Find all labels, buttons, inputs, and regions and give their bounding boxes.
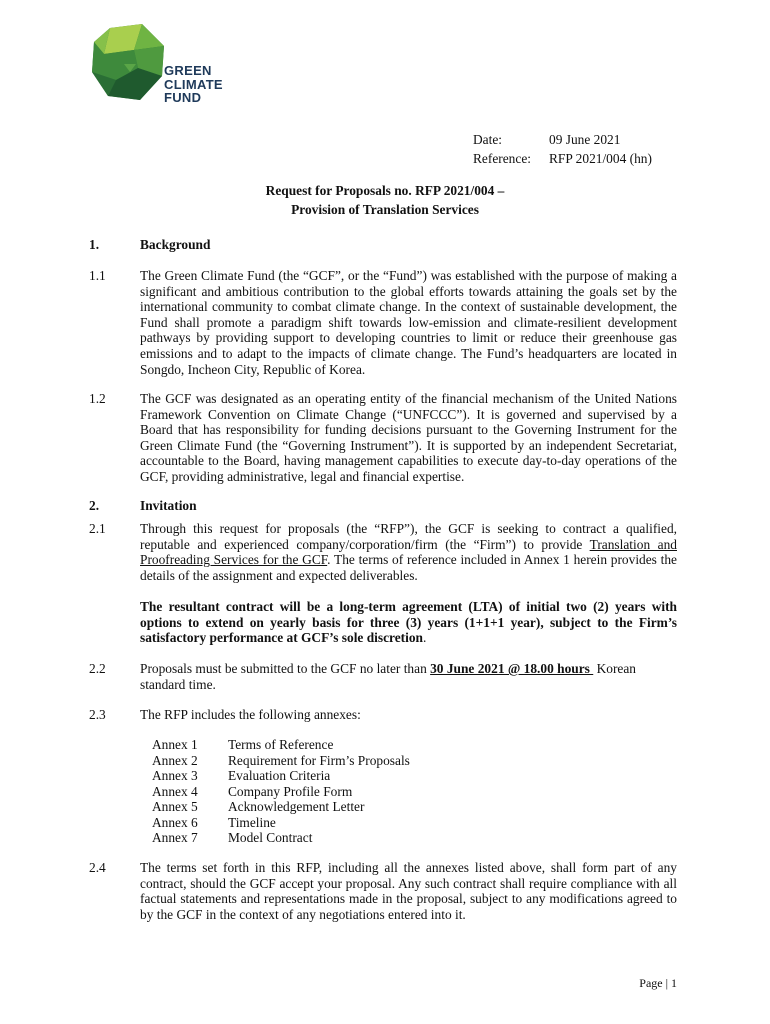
annex-title: Acknowledgement Letter [228,799,365,814]
paragraph-1-1-number: 1.1 [89,268,106,283]
paragraph-2-1-text-before: Through this request for proposals (the “RFP”), the GCF is seeking to contract a qualified, reputable and experienced company/corporation/firm (the “Firm”) to provide [140,521,677,552]
date-value: 09 June 2021 [549,132,621,147]
list-item [152,768,410,784]
paragraph-2-3-text: The RFP includes the following annexes: [140,707,361,722]
reference-row [473,149,652,168]
paragraph-2-2 [89,661,677,692]
section-1-heading [89,237,210,253]
list-item [152,784,410,800]
paragraph-2-4-number: 2.4 [89,860,106,875]
service-name-link: Translation and Proofreading Services for the GCF [140,536,677,568]
list-item [152,830,410,846]
annex-title: Requirement for Firm’s Proposals [228,752,410,768]
annex-title: Evaluation Criteria [228,768,331,783]
annex-label: Annex 2 [152,752,198,768]
paragraph-2-1-number: 2.1 [89,521,106,536]
paragraph-2-4-text: The terms set forth in this RFP, including all the annexes listed above, shall form part of any contract, should the GCF accept your proposal. Any such contract shall require compliance with all factual statements and representations made in the proposal, subject to any modifications agreed to by the GCF in the context of any negotiations entered into it. [140,860,677,922]
logo-line-2: CLIMATE [164,76,223,92]
section-1-title: Background [140,237,211,252]
gcf-logo [90,24,240,114]
paragraph-1-2-text: The GCF was designated as an operating entity of the financial mechanism of the United Nations Framework Convention on Climate Change (“UNFCCC”). It is governed and supervised by a Board that has responsibility for funding decisions pursuant to the Governing Instrument for the Green Climate Fund (the “Governing Instrument”). It is supported by an independent Secretariat, accountable to the Board, having management capabilities to execute day-to-day operations of the GCF, providing administrative, legal and financial expertise. [140,391,677,484]
annex-title: Company Profile Form [228,783,353,799]
gcf-logo-emblem [90,24,166,104]
section-2-title: Invitation [140,498,197,513]
paragraph-1-2 [89,391,677,485]
annex-label: Annex 6 [152,814,198,830]
paragraph-2-4 [89,860,677,922]
paragraph-2-2-text [140,661,677,692]
paragraph-2-1-text-after: . The terms of reference included in Annex 1 herein provides the details of the assignment and expected deliverables. [140,552,677,583]
annex-list [152,737,410,846]
logo-line-3: FUND [164,90,202,105]
submission-deadline: 30 June 2021 @ 18.00 hours [430,661,594,676]
page-number: Page | 1 [639,976,677,990]
logo-line-1: GREEN [164,63,212,78]
paragraph-1-1-text: The Green Climate Fund (the “GCF”, or the “Fund”) was established with the purpose of making a significant and ambitious contribution to the global efforts towards attaining the goals set by the international community to combat climate change. In the context of sustainable development, the Fund shall promote a paradigm shift towards low-emission and climate-resilient development pathways by providing support to developing countries to limit or reduce their greenhouse gas emissions and to adapt to the impacts of climate change. The Fund’s headquarters are located in Songdo, Incheon City, Republic of Korea. [140,268,677,377]
list-item [152,815,410,831]
date-row [473,130,652,149]
annex-title: Model Contract [228,830,313,845]
annex-label: Annex 1 [152,737,198,752]
section-1-number: 1. [89,237,100,252]
section-2-heading [89,498,197,514]
paragraph-2-2-number: 2.2 [89,661,106,676]
lta-note-text [140,599,677,646]
gcf-logo-wordmark [164,64,223,105]
paragraph-1-2-number: 1.2 [89,391,106,406]
title-line-2: Provision of Translation Services [291,202,479,217]
title-line-1: Request for Proposals no. RFP 2021/004 – [265,183,505,198]
reference-label: Reference: [473,151,531,166]
section-2-number: 2. [89,498,100,513]
document-title [0,181,770,219]
date-label: Date: [473,132,502,147]
lta-note [89,599,677,646]
annex-title: Terms of Reference [228,737,334,752]
list-item [152,753,410,769]
paragraph-2-3 [89,707,677,723]
lta-note-end: . [423,630,427,646]
list-item [152,737,410,753]
paragraph-2-3-number: 2.3 [89,707,106,722]
document-meta [473,130,652,168]
annex-label: Annex 4 [152,783,198,799]
paragraph-1-1 [89,268,677,377]
annex-title: Timeline [228,814,276,830]
reference-value: RFP 2021/004 (hn) [549,151,652,166]
paragraph-2-1 [89,521,677,583]
lta-note-main: The resultant contract will be a long-term agreement (LTA) of initial two (2) years with options to extend on yearly basis for three (3) years (1+1+1 year), subject to the Firm’s satisfactory performance at GCF’s sole discretion [140,599,677,646]
annex-label: Annex 7 [152,830,198,845]
paragraph-2-2-text-after: Korean standard time. [140,661,636,692]
paragraph-2-1-text [140,521,677,583]
annex-label: Annex 3 [152,768,198,783]
paragraph-2-2-text-before: Proposals must be submitted to the GCF no later than [140,661,431,676]
annex-label: Annex 5 [152,799,198,814]
list-item [152,799,410,815]
